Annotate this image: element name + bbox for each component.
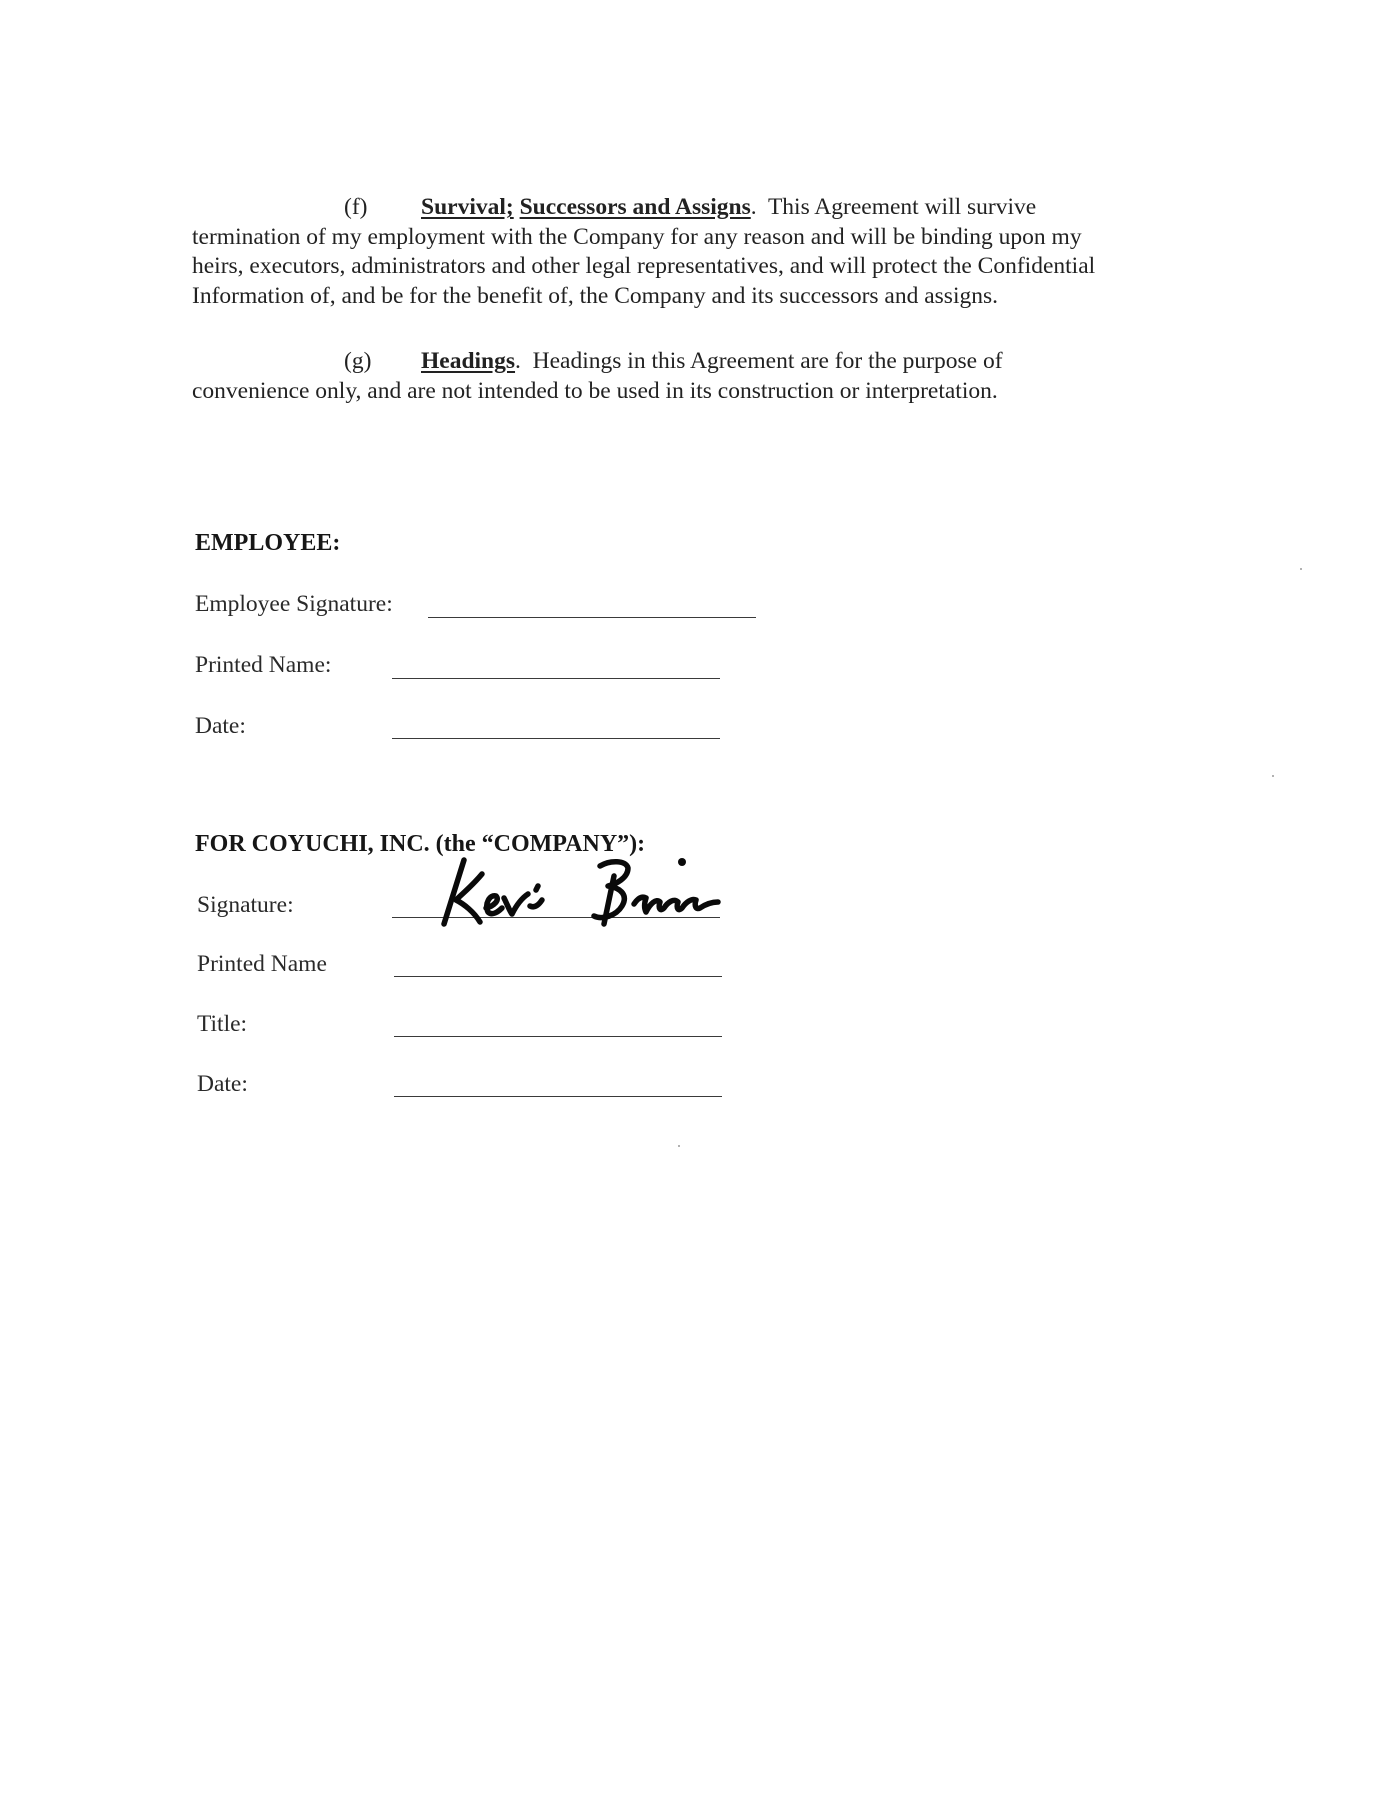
company-title-line[interactable] bbox=[394, 1036, 722, 1037]
employee-signature-line[interactable] bbox=[428, 617, 756, 618]
employee-signature-label: Employee Signature: bbox=[195, 591, 393, 617]
scan-speck bbox=[1272, 775, 1274, 777]
paragraph-f-line-4: Information of, and be for the benefit of, the Company and its successors and assigns. bbox=[192, 282, 998, 309]
scan-speck bbox=[678, 1145, 680, 1147]
paragraph-f-marker: (f) bbox=[344, 194, 368, 220]
paragraph-g-line-1 bbox=[192, 347, 1212, 377]
paragraph-f-heading-punct: . bbox=[750, 194, 757, 220]
paragraph-g-text-1: Headings in this Agreement are for the purpose of bbox=[532, 348, 1003, 374]
scan-speck bbox=[1300, 568, 1302, 570]
paragraph-f-heading-part2: Successors and Assigns bbox=[519, 194, 751, 220]
employee-printed-name-label: Printed Name: bbox=[195, 652, 332, 678]
company-date-label: Date: bbox=[197, 1071, 248, 1097]
company-printed-name-line[interactable] bbox=[394, 976, 722, 977]
employee-date-label: Date: bbox=[195, 713, 246, 739]
paragraph-f-heading-part1: Survival; bbox=[421, 194, 514, 220]
company-printed-name-label: Printed Name bbox=[197, 951, 327, 977]
paragraph-f-line-2: termination of my employment with the Company for any reason and will be binding upon my bbox=[192, 223, 1082, 250]
paragraph-g-heading-punct: . bbox=[515, 348, 521, 374]
employee-section-title: EMPLOYEE: bbox=[195, 530, 341, 556]
company-handwritten-signature bbox=[430, 850, 770, 930]
company-signature-label: Signature: bbox=[197, 892, 294, 918]
paragraph-g-marker: (g) bbox=[344, 348, 372, 374]
paragraph-f-text-1: This Agreement will survive bbox=[767, 194, 1037, 220]
paragraph-g bbox=[192, 347, 1212, 406]
employee-date-line[interactable] bbox=[392, 738, 720, 739]
company-date-line[interactable] bbox=[394, 1096, 722, 1097]
company-title-label: Title: bbox=[197, 1011, 248, 1037]
company-section-title: FOR COYUCHI, INC. (the “COMPANY”): bbox=[195, 831, 646, 857]
paragraph-f bbox=[192, 193, 1212, 311]
employee-printed-name-line[interactable] bbox=[392, 678, 720, 679]
paragraph-f-line-1 bbox=[192, 193, 1212, 223]
paragraph-g-heading: Headings bbox=[421, 348, 516, 374]
paragraph-f-line-3: heirs, executors, administrators and other legal representatives, and will protect the Confidential bbox=[192, 253, 1096, 279]
paragraph-g-line-2: convenience only, and are not intended to be used in its construction or interpretation. bbox=[192, 377, 998, 404]
